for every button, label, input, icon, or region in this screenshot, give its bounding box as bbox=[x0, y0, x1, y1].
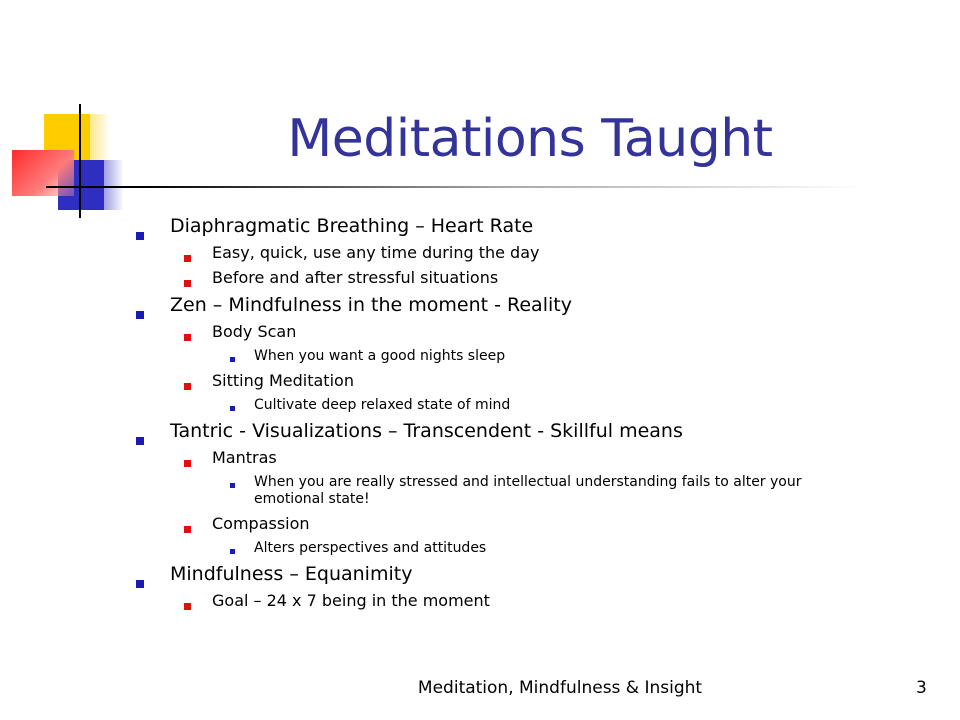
logo-yellow-fade bbox=[88, 114, 110, 162]
bullet-marker bbox=[184, 334, 191, 341]
bullet-item: Before and after stressful situations bbox=[212, 268, 499, 287]
title-underline bbox=[46, 186, 866, 188]
bullet-marker bbox=[230, 483, 235, 488]
bullet-item: Mindfulness – Equanimity bbox=[170, 563, 413, 585]
bullet-item: Cultivate deep relaxed state of mind bbox=[254, 397, 511, 413]
bullet-item: When you are really stressed and intellectual understanding fails to alter your bbox=[254, 474, 802, 490]
bullet-marker bbox=[184, 255, 191, 262]
bullet-item: When you want a good nights sleep bbox=[254, 348, 506, 364]
bullet-item: Mantras bbox=[212, 448, 277, 467]
footer-text: Meditation, Mindfulness & Insight bbox=[417, 678, 703, 698]
bullet-item: Zen – Mindfulness in the moment - Reality bbox=[170, 294, 572, 316]
bullet-marker bbox=[136, 437, 144, 445]
bullet-marker bbox=[184, 526, 191, 533]
bullet-item: Tantric - Visualizations – Transcendent - Skillful means bbox=[170, 420, 683, 442]
bullet-marker bbox=[136, 232, 144, 240]
bullet-marker bbox=[230, 357, 235, 362]
slide-title: Meditations Taught bbox=[287, 109, 773, 169]
logo-blue-fade bbox=[100, 160, 124, 210]
bullet-item: Compassion bbox=[212, 514, 310, 533]
bullet-item-continuation: emotional state! bbox=[254, 491, 370, 507]
bullet-marker bbox=[184, 383, 191, 390]
bullet-marker bbox=[230, 406, 235, 411]
bullet-marker bbox=[136, 311, 144, 319]
bullet-item: Easy, quick, use any time during the day bbox=[212, 243, 540, 262]
bullet-marker bbox=[184, 460, 191, 467]
bullet-marker bbox=[136, 580, 144, 588]
logo-vertical-line bbox=[79, 104, 81, 218]
bullet-item: Alters perspectives and attitudes bbox=[254, 540, 487, 556]
page-number: 3 bbox=[916, 678, 927, 698]
bullet-item: Sitting Meditation bbox=[212, 371, 354, 390]
bullet-marker bbox=[184, 280, 191, 287]
bullet-item: Diaphragmatic Breathing – Heart Rate bbox=[170, 215, 534, 237]
logo-red-square bbox=[12, 150, 74, 196]
bullet-marker bbox=[230, 549, 235, 554]
bullet-item: Body Scan bbox=[212, 322, 297, 341]
bullet-item: Goal – 24 x 7 being in the moment bbox=[212, 591, 490, 610]
bullet-marker bbox=[184, 603, 191, 610]
